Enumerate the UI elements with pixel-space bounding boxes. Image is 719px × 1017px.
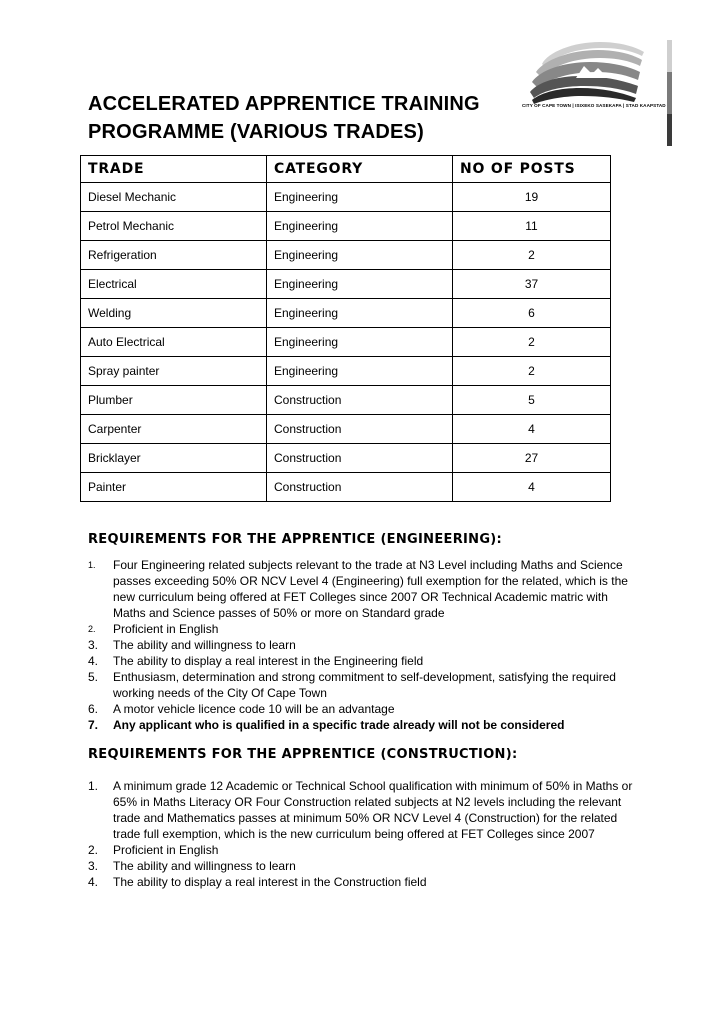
list-text: Any applicant who is qualified in a specific trade already will not be considered <box>113 718 565 732</box>
cell-category: Construction <box>267 473 453 502</box>
table-row <box>81 241 611 270</box>
list-text: Proficient in English <box>113 843 219 857</box>
cell-trade: Refrigeration <box>81 241 267 270</box>
cell-category: Construction <box>267 386 453 415</box>
list-number: 3. <box>88 859 99 873</box>
cell-posts: 2 <box>453 241 611 270</box>
cell-trade: Auto Electrical <box>81 328 267 357</box>
cell-trade: Diesel Mechanic <box>81 183 267 212</box>
cell-category: Construction <box>267 444 453 473</box>
table-row <box>81 328 611 357</box>
header-category: CATEGORY <box>267 156 453 183</box>
cell-posts: 27 <box>453 444 611 473</box>
list-item <box>88 717 633 733</box>
cell-trade: Plumber <box>81 386 267 415</box>
cell-posts: 4 <box>453 473 611 502</box>
cell-category: Engineering <box>267 212 453 241</box>
list-item <box>88 653 633 669</box>
header-posts: NO OF POSTS <box>453 156 611 183</box>
page-title <box>88 90 518 146</box>
cell-category: Engineering <box>267 270 453 299</box>
cell-category: Engineering <box>267 357 453 386</box>
list-number: 2. <box>88 624 96 634</box>
cell-posts: 4 <box>453 415 611 444</box>
table-row <box>81 212 611 241</box>
engineering-heading: REQUIREMENTS FOR THE APPRENTICE (ENGINEERING): <box>88 532 503 547</box>
list-text: The ability and willingness to learn <box>113 859 296 873</box>
title-line-1: ACCELERATED APPRENTICE TRAINING <box>88 93 480 115</box>
list-number: 7. <box>88 718 99 732</box>
list-number: 4. <box>88 654 99 668</box>
list-number: 1. <box>88 779 99 793</box>
table-row <box>81 386 611 415</box>
edge-bar <box>667 40 672 146</box>
list-number: 5. <box>88 670 99 684</box>
table-header-row <box>81 156 611 183</box>
list-text: The ability to display a real interest in the Construction field <box>113 875 427 889</box>
cell-trade: Petrol Mechanic <box>81 212 267 241</box>
list-item <box>88 842 633 858</box>
cell-posts: 37 <box>453 270 611 299</box>
title-line-2: PROGRAMME (VARIOUS TRADES) <box>88 121 424 143</box>
cell-trade: Bricklayer <box>81 444 267 473</box>
list-item <box>88 778 633 842</box>
list-item <box>88 858 633 874</box>
cell-posts: 5 <box>453 386 611 415</box>
list-item <box>88 701 633 717</box>
construction-list <box>88 778 633 890</box>
table-row <box>81 357 611 386</box>
cell-posts: 2 <box>453 357 611 386</box>
cell-posts: 11 <box>453 212 611 241</box>
list-item <box>88 669 633 701</box>
table-row <box>81 473 611 502</box>
list-number: 1. <box>88 560 96 570</box>
cell-trade: Spray painter <box>81 357 267 386</box>
list-text: Enthusiasm, determination and strong commitment to self-development, satisfying the required working needs of the City Of Cape Town <box>113 670 616 700</box>
trades-table <box>80 155 611 502</box>
list-item <box>88 874 633 890</box>
cell-category: Construction <box>267 415 453 444</box>
list-text: A motor vehicle licence code 10 will be an advantage <box>113 702 395 716</box>
cell-trade: Carpenter <box>81 415 267 444</box>
engineering-list <box>88 557 633 733</box>
list-text: The ability and willingness to learn <box>113 638 296 652</box>
list-number: 4. <box>88 875 99 889</box>
list-text: Four Engineering related subjects relevant to the trade at N3 Level including Maths and Science passes exceeding 50% OR NCV Level 4 (Engineering) full exemption for the related, which is the new curriculum being offered at FET Colleges since 2007 OR Technical Academic matric with Maths and Science passes of 50% or more on Standard grade <box>113 558 628 620</box>
engineering-requirements <box>88 532 633 733</box>
cell-trade: Electrical <box>81 270 267 299</box>
cell-trade: Painter <box>81 473 267 502</box>
construction-heading: REQUIREMENTS FOR THE APPRENTICE (CONSTRUCTION): <box>88 747 518 762</box>
cell-category: Engineering <box>267 241 453 270</box>
construction-requirements <box>88 747 633 890</box>
table-body <box>81 183 611 502</box>
table-row <box>81 415 611 444</box>
list-text: The ability to display a real interest in the Engineering field <box>113 654 424 668</box>
list-number: 2. <box>88 843 99 857</box>
table-row <box>81 444 611 473</box>
cell-posts: 2 <box>453 328 611 357</box>
table-row <box>81 299 611 328</box>
header-trade: TRADE <box>81 156 267 183</box>
cell-posts: 6 <box>453 299 611 328</box>
list-number: 3. <box>88 638 99 652</box>
list-text: Proficient in English <box>113 622 219 636</box>
cell-trade: Welding <box>81 299 267 328</box>
list-text: A minimum grade 12 Academic or Technical School qualification with minimum of 50% in Maths or 65% in Maths Literacy OR Four Construction related subjects at N2 levels including the relevant trade and Mathematics passes at minimum 50% OR NCV Level 4 (Construction) for the related trade full exemption, which is the new curriculum being offered at FET Colleges since 2007 <box>113 779 633 841</box>
list-number: 6. <box>88 702 99 716</box>
list-item <box>88 621 633 637</box>
cell-category: Engineering <box>267 328 453 357</box>
cell-category: Engineering <box>267 183 453 212</box>
table-row <box>81 270 611 299</box>
table-row <box>81 183 611 212</box>
list-item <box>88 557 633 621</box>
logo-text: CITY OF CAPE TOWN | ISIXEKO SASEKAPA | STAD KAAPSTAD <box>522 103 666 108</box>
cell-posts: 19 <box>453 183 611 212</box>
cell-category: Engineering <box>267 299 453 328</box>
list-item <box>88 637 633 653</box>
